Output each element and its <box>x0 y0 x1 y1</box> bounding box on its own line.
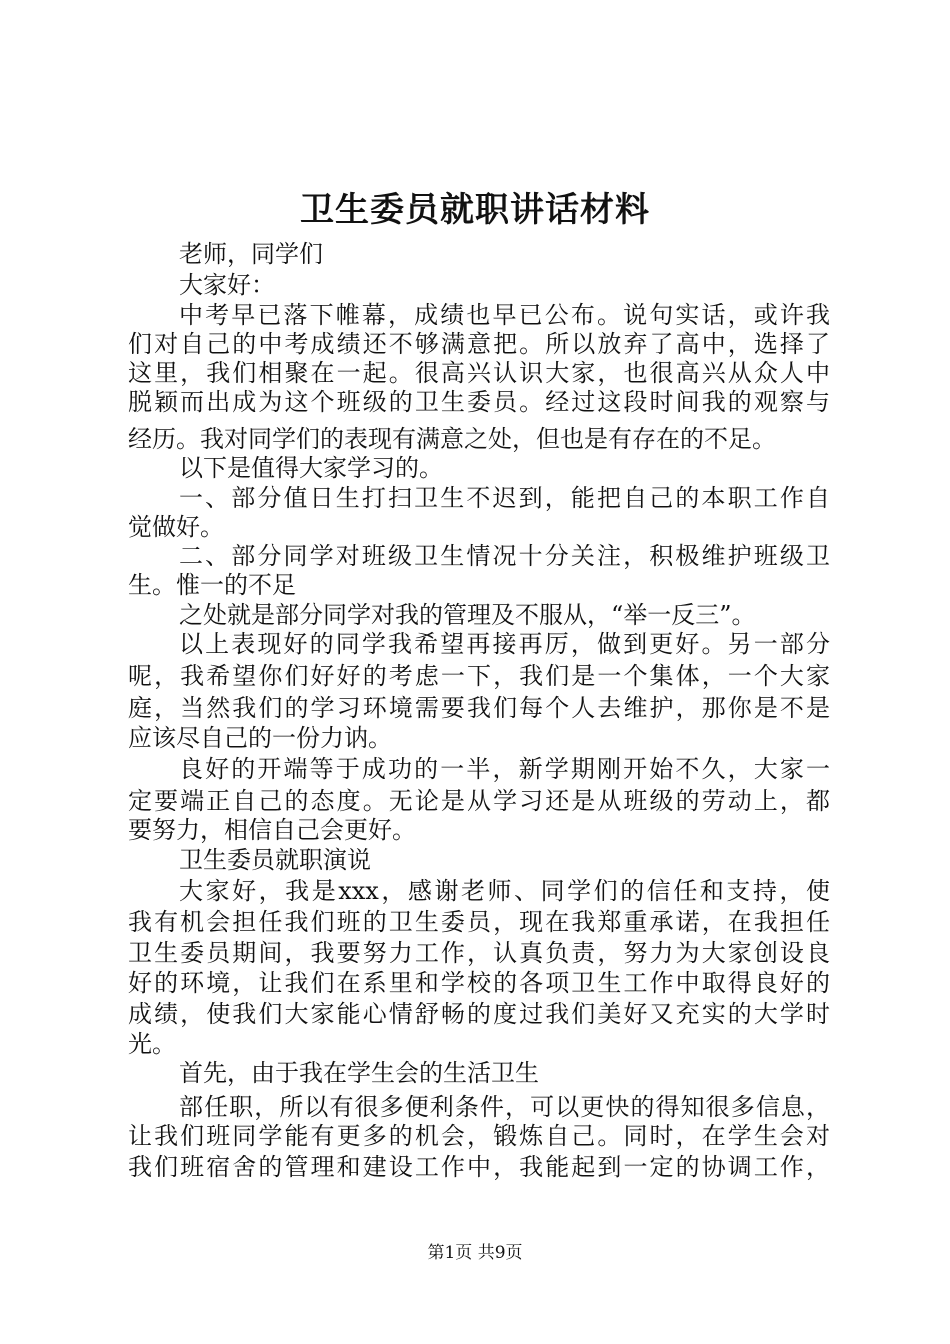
section-heading: 卫生委员就职演说 <box>179 846 371 874</box>
text-line: 脱颖而出成为这个班级的卫生委员。经过这段时间我的观察与 <box>128 388 830 416</box>
text-line: 以上表现好的同学我希望再接再厉，做到更好。另一部分 <box>179 630 830 658</box>
text-line: 大家好，我是xxx，感谢老师、同学们的信任和支持，使 <box>179 877 830 905</box>
text-line: 之处就是部分同学对我的管理及不服从，“举一反三”。 <box>179 601 756 629</box>
text-line: 经历。我对同学们的表现有满意之处，但也是有存在的不足。 <box>128 425 776 453</box>
document-title: 卫生委员就职讲话材料 <box>300 190 650 230</box>
text-line: 卫生委员期间，我要努力工作，认真负责，努力为大家创设良 <box>128 939 830 967</box>
text-line: 老师，同学们 <box>179 240 323 268</box>
text-line: 成绩，使我们大家能心情舒畅的度过我们美好又充实的大学时 <box>128 1000 830 1028</box>
text-line: 良好的开端等于成功的一半，新学期刚开始不久，大家一 <box>179 755 830 783</box>
page-footer: 第1页 共9页 <box>427 1243 523 1263</box>
text-line: 大家好： <box>179 271 275 299</box>
text-line: 首先，由于我在学生会的生活卫生 <box>179 1059 539 1087</box>
text-line: 应该尽自己的一份力讷。 <box>128 724 392 752</box>
text-line: 中考早已落下帷幕，成绩也早已公布。说句实话，或许我 <box>179 301 830 329</box>
text-line: 呢，我希望你们好好的考虑一下，我们是一个集体，一个大家 <box>128 662 830 690</box>
text-line: 定要端正自己的态度。无论是从学习还是从班级的劳动上，都 <box>128 787 830 815</box>
text-line: 庭，当然我们的学习环境需要我们每个人去维护，那你是不是 <box>128 694 830 722</box>
text-line: 这里，我们相聚在一起。很高兴认识大家，也很高兴从众人中 <box>128 359 830 387</box>
text-line: 我有机会担任我们班的卫生委员，现在我郑重承诺，在我担任 <box>128 908 830 936</box>
text-line: 光。 <box>128 1030 176 1058</box>
text-line: 好的环境，让我们在系里和学校的各项卫生工作中取得良好的 <box>128 969 830 997</box>
text-line: 一、部分值日生打扫卫生不迟到，能把自己的本职工作自 <box>179 484 830 512</box>
text-line: 让我们班同学能有更多的机会，锻炼自己。同时，在学生会对 <box>128 1122 830 1150</box>
text-line: 我们班宿舍的管理和建设工作中，我能起到一定的协调工作， <box>128 1153 830 1181</box>
text-line: 部任职，所以有很多便利条件，可以更快的得知很多信息， <box>179 1093 830 1121</box>
text-line: 生。惟一的不足 <box>128 571 296 599</box>
text-line: 们对自己的中考成绩还不够满意把。所以放弃了高中，选择了 <box>128 330 830 358</box>
text-line: 要努力，相信自己会更好。 <box>128 816 416 844</box>
text-line: 二、部分同学对班级卫生情况十分关注，积极维护班级卫 <box>179 542 830 570</box>
text-line: 以下是值得大家学习的。 <box>179 454 443 482</box>
text-line: 觉做好。 <box>128 513 224 541</box>
